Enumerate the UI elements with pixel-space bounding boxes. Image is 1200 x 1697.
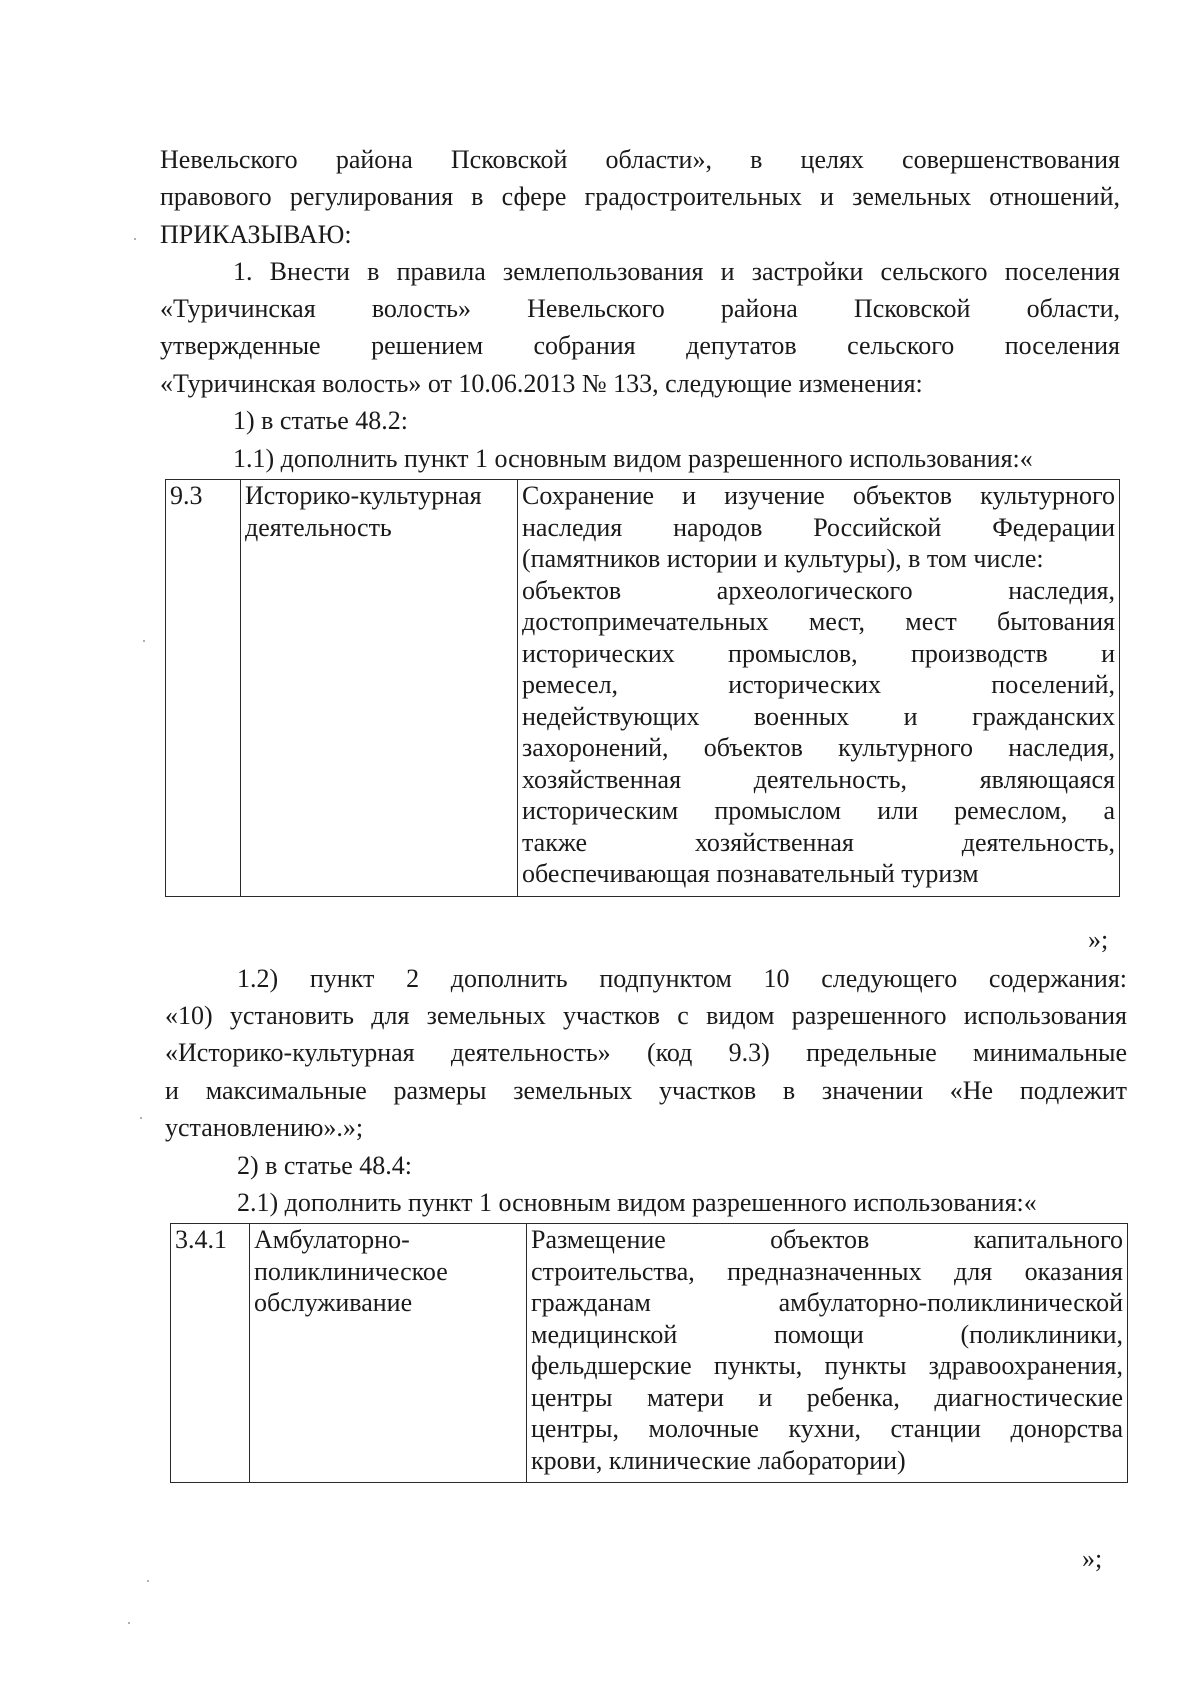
subitem-1-2-line-2: «10) установить для земельных участков с видом разрешенного использования bbox=[165, 1001, 1127, 1030]
description-line: также хозяйственная деятельность, bbox=[522, 827, 1115, 857]
use-name-line: деятельность bbox=[245, 512, 392, 542]
use-name-line: поликлиническое bbox=[254, 1256, 448, 1286]
description-line: захоронений, объектов культурного наследия, bbox=[522, 733, 1115, 762]
table-cell-description bbox=[527, 1224, 1128, 1483]
description-line: Сохранение и изучение объектов культурного bbox=[522, 481, 1115, 510]
use-name-line: обслуживание bbox=[254, 1288, 413, 1317]
description-line: центры матери и ребенка, диагностические bbox=[531, 1382, 1123, 1412]
table-cell-name bbox=[241, 480, 518, 897]
section1-heading: 1) в статье 48.2: bbox=[233, 406, 409, 435]
description-line: гражданам амбулаторно-поликлинической bbox=[531, 1288, 1123, 1317]
use-code: 3.4.1 bbox=[175, 1225, 227, 1254]
table-cell-code bbox=[171, 1224, 250, 1483]
item1-line-1: 1. Внести в правила землепользования и застройки сельского поселения bbox=[233, 257, 1120, 286]
subitem-1-2-line-5: установлению».»; bbox=[165, 1113, 364, 1142]
description-line: строительства, предназначенных для оказания bbox=[531, 1256, 1123, 1286]
use-code: 9.3 bbox=[170, 481, 203, 510]
section2-heading: 2) в статье 48.4: bbox=[237, 1151, 413, 1180]
description-line: обеспечивающая познавательный туризм bbox=[522, 859, 979, 888]
use-name-line: Амбулаторно- bbox=[254, 1225, 410, 1254]
description-line: (памятников истории и культуры), в том числе: bbox=[522, 544, 1044, 573]
scan-speck bbox=[128, 1622, 130, 1624]
table-cell-code bbox=[166, 480, 241, 897]
item1-line-4: «Туричинская волость» от 10.06.2013 № 133, следующие изменения: bbox=[160, 369, 923, 398]
quote-close: »; bbox=[1082, 1544, 1103, 1573]
description-line: крови, клинические лаборатории) bbox=[531, 1445, 906, 1475]
section2-subitem: 2.1) дополнить пункт 1 основным видом разрешенного использования:« bbox=[237, 1188, 1037, 1217]
description-line: хозяйственная деятельность, являющаяся bbox=[522, 764, 1115, 794]
description-line: фельдшерские пункты, пункты здравоохранения, bbox=[531, 1351, 1123, 1380]
description-line: недействующих военных и гражданских bbox=[522, 701, 1115, 731]
scan-speck bbox=[147, 1580, 149, 1582]
table-outpatient bbox=[170, 1223, 1128, 1483]
description-line: исторических промыслов, производств и bbox=[522, 638, 1115, 668]
description-line: историческим промыслом или ремеслом, а bbox=[522, 796, 1115, 825]
subitem-1-2-line-3: «Историко-культурная деятельность» (код 9.3) предельные минимальные bbox=[165, 1038, 1127, 1067]
table-row bbox=[171, 1224, 1128, 1483]
subitem-1-2-line-4: и максимальные размеры земельных участков в значении «Не подлежит bbox=[165, 1076, 1127, 1105]
description-line: центры, молочные кухни, станции донорства bbox=[531, 1414, 1123, 1443]
order-word: ПРИКАЗЫВАЮ: bbox=[160, 220, 352, 249]
section1-subitem: 1.1) дополнить пункт 1 основным видом разрешенного использования:« bbox=[233, 444, 1033, 473]
table-historical-cultural bbox=[165, 479, 1120, 897]
description-line: объектов археологического наследия, bbox=[522, 575, 1115, 605]
use-name-line: Историко-культурная bbox=[245, 481, 482, 510]
description-line: ремесел, исторических поселений, bbox=[522, 670, 1115, 699]
description-line: Размещение объектов капитального bbox=[531, 1225, 1123, 1254]
scan-speck bbox=[143, 640, 145, 642]
table-cell-name bbox=[250, 1224, 527, 1483]
item1-line-2: «Туричинская волость» Невельского района Псковской области, bbox=[160, 294, 1120, 323]
table-cell-description bbox=[518, 480, 1120, 897]
description-line: достопримечательных мест, мест бытования bbox=[522, 607, 1115, 636]
scan-speck bbox=[140, 1117, 142, 1119]
intro-line-1: Невельского района Псковской области», в целях совершенствования bbox=[160, 145, 1120, 174]
subitem-1-2-line-1: 1.2) пункт 2 дополнить подпунктом 10 следующего содержания: bbox=[237, 964, 1127, 993]
quote-close: »; bbox=[1088, 925, 1109, 954]
description-line: медицинской помощи (поликлиники, bbox=[531, 1319, 1123, 1349]
table-row bbox=[166, 480, 1120, 897]
item1-line-3: утвержденные решением собрания депутатов сельского поселения bbox=[160, 331, 1120, 360]
description-line: наследия народов Российской Федерации bbox=[522, 512, 1115, 542]
scan-speck bbox=[134, 238, 136, 240]
intro-line-2: правового регулирования в сфере градостроительных и земельных отношений, bbox=[160, 182, 1120, 211]
